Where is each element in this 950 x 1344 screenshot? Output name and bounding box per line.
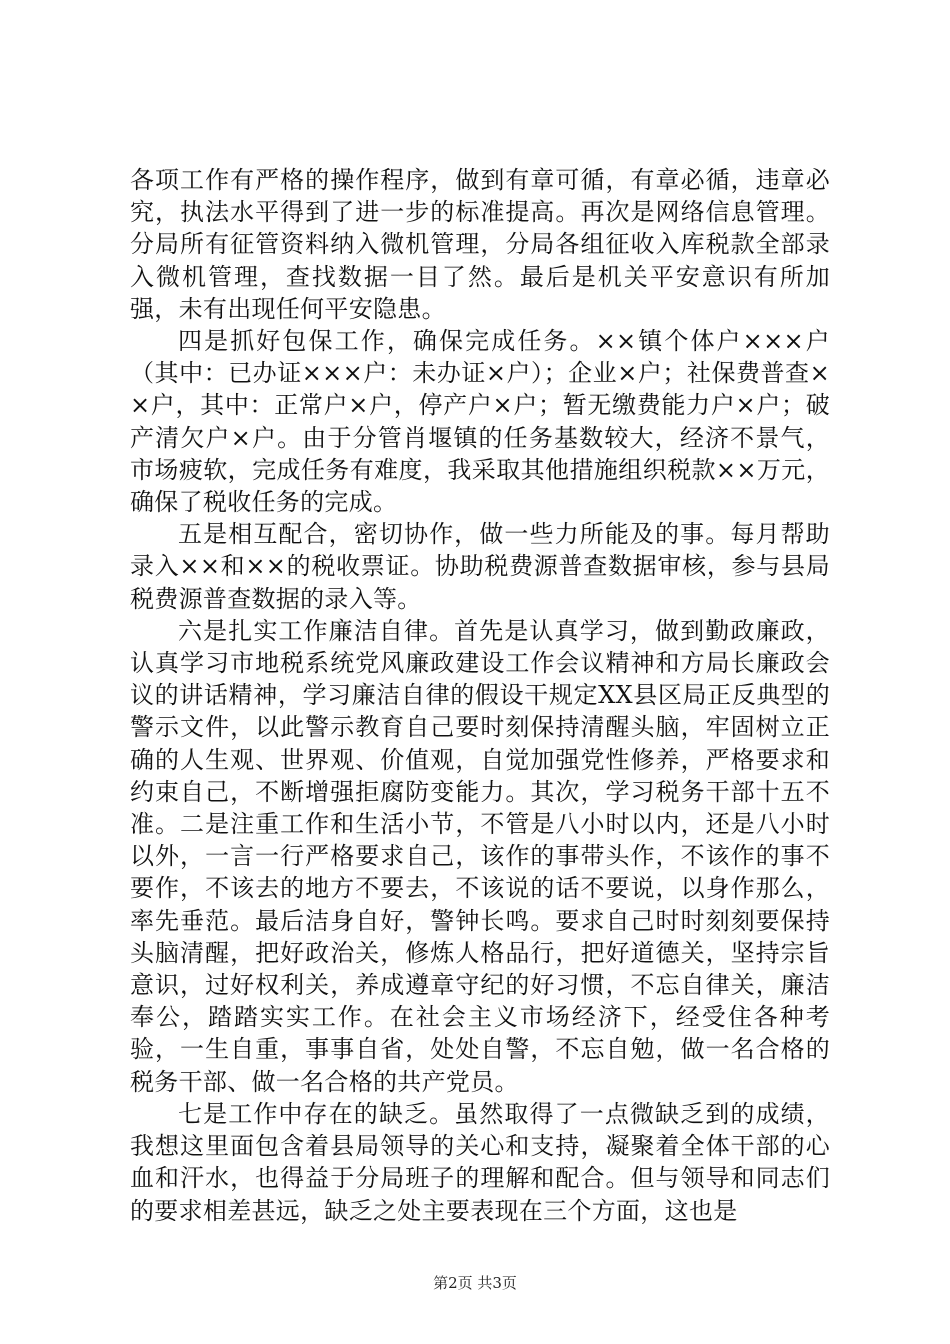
- page-footer: [0, 1272, 950, 1293]
- paragraph-5: 七是工作中存在的缺乏。虽然取得了一点微缺乏到的成绩，我想这里面包含着县局领导的关心和支持，凝聚着全体干部的心血和汗水，也得益于分局班子的理解和配合。但与领导和同志们的要求相差甚远，缺乏之处主要表现在三个方面，这也是: [130, 1099, 830, 1225]
- paragraph-3: 五是相互配合，密切协作，做一些力所能及的事。每月帮助录入××和××的税收票证。协助税费源普查数据审核，参与县局税费源普查数据的录入等。: [130, 520, 830, 613]
- document-body: [130, 164, 830, 1227]
- page-number: 第2页: [433, 1274, 473, 1292]
- paragraph-2: 四是抓好包保工作，确保完成任务。××镇个体户×××户（其中：已办证×××户：未办证×户）；企业×户；社保费普查××户，其中：正常户×户，停产户×户；暂无缴费能力户×户；破产清欠户×户。由于分管肖堰镇的任务基数较大，经济不景气，市场疲软，完成任务有难度，我采取其他措施组织税款××万元，确保了税收任务的完成。: [130, 327, 830, 517]
- paragraph-1: 各项工作有严格的操作程序，做到有章可循，有章必循，违章必究，执法水平得到了进一步的标准提高。再次是网络信息管理。分局所有征管资料纳入微机管理，分局各组征收入库税款全部录入微机管理，查找数据一目了然。最后是机关平安意识有所加强，未有出现任何平安隐患。: [130, 166, 830, 323]
- page-total: 共3页: [477, 1274, 517, 1292]
- paragraph-4: 六是扎实工作廉洁自律。首先是认真学习，做到勤政廉政，认真学习市地税系统党风廉政建设工作会议精神和方局长廉政会议的讲话精神，学习廉洁自律的假设干规定XX县区局正反典型的警示文件，以此警示教育自己要时刻保持清醒头脑，牢固树立正确的人生观、世界观、价值观，自觉加强党性修养，严格要求和约束自己，不断增强拒腐防变能力。其次，学习税务干部十五不准。二是注重工作和生活小节，不管是八小时以内，还是八小时以外，一言一行严格要求自己，该作的事带头作，不该作的事不要作，不该去的地方不要去，不该说的话不要说，以身作那么，率先垂范。最后洁身自好，警钟长鸣。要求自己时时刻刻要保持头脑清醒，把好政治关，修炼人格品行，把好道德关，坚持宗旨意识，过好权利关，养成遵章守纪的好习惯，不忘自律关，廉洁奉公，踏踏实实工作。在社会主义市场经济下，经受住各种考验，一生自重，事事自省，处处自警，不忘自勉，做一名合格的税务干部、做一名合格的共产党员。: [130, 616, 830, 1096]
